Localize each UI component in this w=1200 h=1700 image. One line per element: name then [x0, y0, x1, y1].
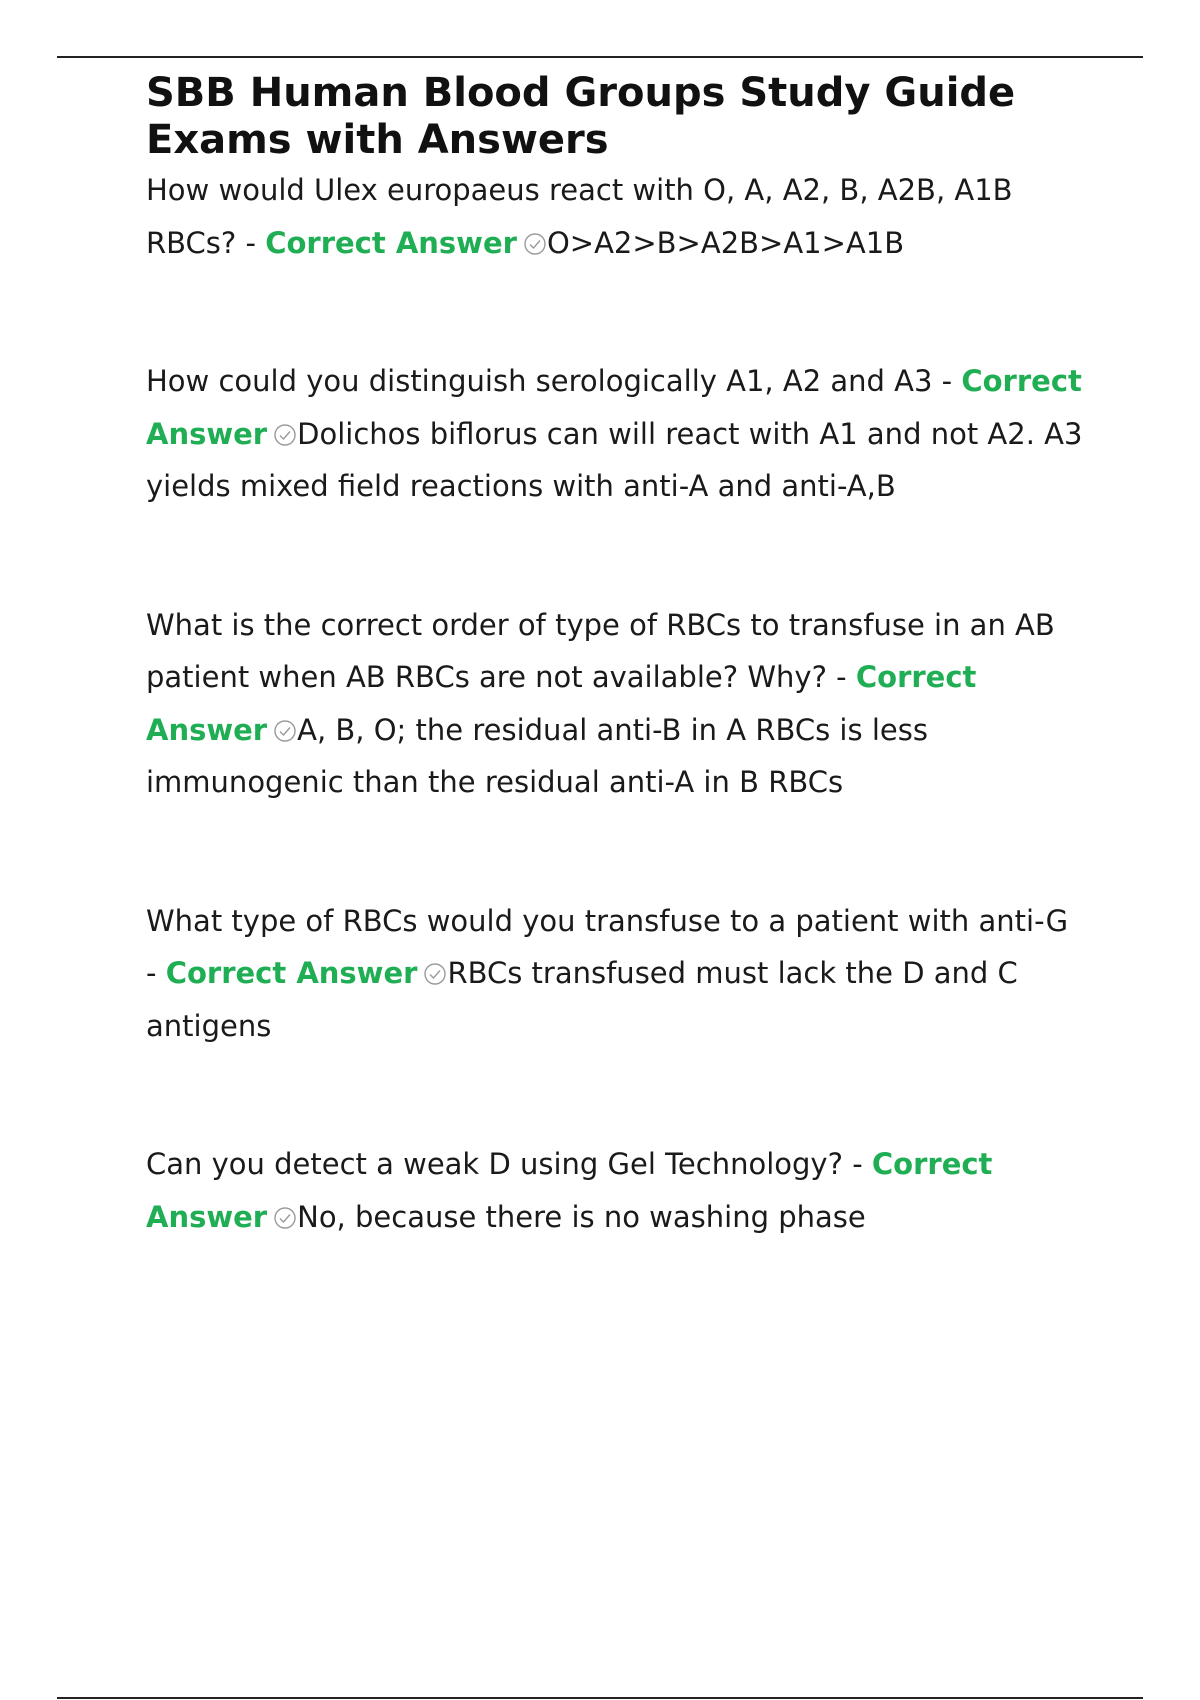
check-circle-icon [273, 1206, 297, 1230]
check-circle-icon [523, 232, 547, 256]
top-rule [57, 56, 1143, 58]
correct-answer-label: Correct Answer [165, 956, 418, 990]
answer-text: O>A2>B>A2B>A1>A1B [546, 225, 905, 260]
question-text: Can you detect a weak D using Gel Technology? [146, 1147, 843, 1181]
document-body [146, 70, 1086, 1243]
correct-answer-label: Correct Answer [146, 364, 1082, 451]
separator: - [146, 956, 166, 990]
check-circle-icon [273, 423, 297, 447]
answer-text: No, because there is no washing phase [297, 1199, 866, 1234]
separator: - [826, 660, 856, 694]
correct-answer-label: Correct Answer [265, 225, 517, 260]
qa-item [146, 1138, 1086, 1243]
separator: - [842, 1147, 872, 1181]
answer-text: Dolichos biflorus can will react with A1 and not A2. A3 yields mixed field reactions with anti-A and anti-A,B [146, 416, 1083, 503]
question-text: How would Ulex europaeus react with O, A, A2, B, A2B, A1B RBCs? [146, 173, 1013, 260]
qa-item [146, 599, 1086, 809]
separator: - [236, 225, 266, 260]
qa-item [146, 355, 1086, 513]
correct-answer-label: Correct Answer [146, 1147, 993, 1234]
answer-text: RBCs transfused must lack the D and C antigens [146, 956, 1018, 1043]
qa-item [146, 164, 1086, 269]
separator: - [932, 364, 962, 398]
check-circle-icon [423, 962, 447, 986]
bottom-rule [57, 1697, 1143, 1699]
check-circle-icon [273, 719, 297, 743]
answer-text: A, B, O; the residual anti-B in A RBCs is less immunogenic than the residual anti-A in B RBCs [146, 712, 928, 799]
question-text: How could you distinguish serologically A1, A2 and A3 [146, 364, 933, 398]
question-text: What type of RBCs would you transfuse to a patient with anti-G [146, 903, 1069, 938]
qa-item [146, 895, 1086, 1053]
correct-answer-label: Correct Answer [146, 660, 977, 747]
question-text: What is the correct order of type of RBCs to transfuse in an AB patient when AB RBCs are not available? Why? [146, 607, 1055, 694]
document-title: SBB Human Blood Groups Study Guide Exams with Answers [146, 70, 1016, 163]
